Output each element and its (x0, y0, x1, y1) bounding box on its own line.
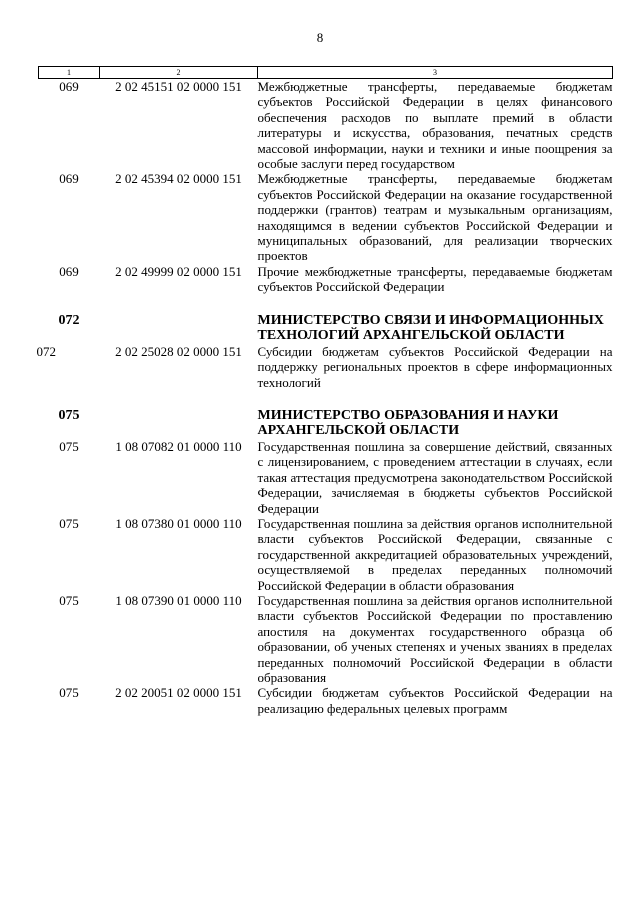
revenue-description: Государственная пошлина за действия органов исполнительной власти субъектов Российской Федерации, связанные с государственной аккредитацией образовательных учреждений, осуществляемой в пределах переданных полномочий Российской Федерации в области образования (257, 515, 613, 593)
budget-classification-code: 2 02 20051 02 0000 151 (115, 685, 242, 701)
admin-code: 069 (59, 79, 79, 94)
admin-code: 075 (59, 515, 79, 531)
column-header-3: 3 (258, 67, 613, 79)
admin-code: 069 (59, 171, 79, 187)
revenue-description: Государственная пошлина за действия органов исполнительной власти субъектов Российской Федерации по проставлению апостиля на документах государственного образца об образовании, об ученых степенях и ученых званиях в пределах переданных полномочий Российской Федерации в области образования (257, 592, 613, 685)
section-header-row (39, 295, 613, 344)
admin-code: 075 (59, 685, 79, 701)
budget-classification-code (100, 390, 258, 439)
column-header-1: 1 (39, 67, 100, 79)
admin-code: 072 (36, 343, 56, 359)
section-header-row (39, 390, 613, 439)
admin-code: 069 (59, 263, 79, 279)
table-row (39, 439, 613, 516)
revenue-description: Субсидии бюджетам субъектов Российской Федерации на реализацию федеральных целевых программ (257, 685, 613, 716)
budget-classification-code: 1 08 07380 01 0000 110 (115, 515, 242, 531)
table-row (39, 264, 613, 295)
budget-classification-code: 1 08 07082 01 0000 110 (115, 438, 242, 454)
table-row (39, 593, 613, 685)
ministry-code: 075 (58, 407, 80, 423)
budget-classification-code: 2 02 45151 02 0000 151 (115, 79, 242, 94)
ministry-title: МИНИСТЕРСТВО СВЯЗИ И ИНФОРМАЦИОННЫХ ТЕХНОЛОГИЙ АРХАНГЕЛЬСКОЙ ОБЛАСТИ (257, 312, 604, 344)
budget-classification-code: 2 02 25028 02 0000 151 (115, 343, 242, 359)
budget-classification-code: 2 02 45394 02 0000 151 (115, 171, 242, 187)
column-header-2: 2 (100, 67, 258, 79)
table-header-row (39, 67, 613, 79)
ministry-title: МИНИСТЕРСТВО ОБРАЗОВАНИЯ И НАУКИ АРХАНГЕЛЬСКОЙ ОБЛАСТИ (257, 407, 559, 439)
ministry-code: 072 (58, 312, 80, 328)
revenue-description: Межбюджетные трансферты, передаваемые бюджетам субъектов Российской Федерации в целях финансового обеспечения расходов по выплате премий в области литературы и искусства, образования, печатных средств массовой информации, науки и техники и иные поощрения за особые заслуги перед государством (257, 79, 613, 172)
admin-code: 075 (59, 438, 79, 454)
budget-classification-code: 2 02 49999 02 0000 151 (115, 263, 242, 279)
table-row (39, 685, 613, 716)
budget-classification-code (100, 295, 258, 344)
revenue-description: Прочие межбюджетные трансферты, передаваемые бюджетам субъектов Российской Федерации (257, 263, 613, 295)
table-row (39, 79, 613, 172)
budget-classification-code: 1 08 07390 01 0000 110 (115, 592, 242, 608)
budget-codes-table (38, 66, 613, 716)
page-number: 8 (316, 30, 324, 45)
admin-code: 075 (59, 592, 79, 608)
table-row (39, 171, 613, 263)
revenue-description: Межбюджетные трансферты, передаваемые бюджетам субъектов Российской Федерации на оказание государственной поддержки (грантов) театрам и музыкальным организациям, находящимся в ведении субъектов Российской Федерации и муниципальных образований, для реализации творческих проектов (257, 171, 613, 264)
revenue-description: Государственная пошлина за совершение действий, связанных с лицензированием, с проведением аттестации в случаях, если такая аттестация предусмотрена законодательством Российской Федерации, зачисляемая в бюджеты субъектов Российской Федерации (257, 438, 613, 516)
table-row (39, 516, 613, 593)
revenue-description: Субсидии бюджетам субъектов Российской Федерации на поддержку региональных проектов в сфере информационных технологий (257, 343, 613, 390)
table-row (39, 344, 613, 390)
